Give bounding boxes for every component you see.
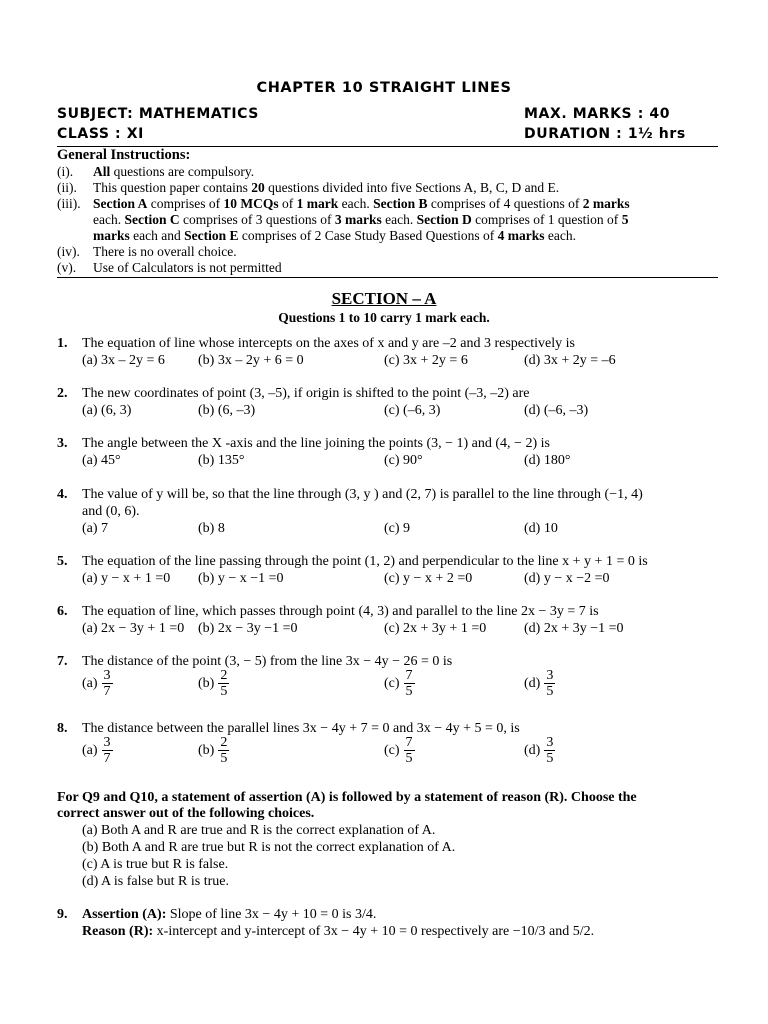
question-text: The angle between the X -axis and the line joining the points (3, − 1) and (4, − 2) is xyxy=(82,436,550,451)
instruction-bold-text: marks xyxy=(93,228,130,243)
instruction-text xyxy=(93,180,559,196)
question-text: The equation of the line passing through the point (1, 2) and perpendicular to the line x + y + 1 = 0 is xyxy=(82,554,648,569)
fraction xyxy=(102,668,113,699)
question-text: The equation of line whose intercepts on the axes of x and y are –2 and 3 respectively is xyxy=(82,336,575,351)
option-b: (b) (6, –3) xyxy=(198,403,256,418)
option-label: (c) xyxy=(384,675,400,691)
instruction-text xyxy=(93,212,628,228)
assertion-choice-a: (a) Both A and R are true and R is the correct explanation of A. xyxy=(82,823,436,838)
fraction-numerator: 3 xyxy=(103,668,111,683)
option-d: (d) (–6, –3) xyxy=(524,403,589,418)
option-b: (b) 8 xyxy=(198,521,225,536)
question-number: 4. xyxy=(57,487,68,502)
instruction-text-part: comprises of 3 questions of xyxy=(179,212,335,227)
question-number: 6. xyxy=(57,604,68,619)
instruction-text-part: each. xyxy=(338,196,374,211)
question-text: and (0, 6). xyxy=(82,504,140,519)
option-b xyxy=(198,668,229,699)
instruction-text-part: comprises of 1 question of xyxy=(471,212,622,227)
instruction-text-part: comprises of 2 Case Study Based Questions of xyxy=(238,228,498,243)
instruction-text xyxy=(93,260,282,276)
page-title: CHAPTER 10 STRAIGHT LINES xyxy=(256,80,512,96)
reason-label: Reason (R): xyxy=(82,924,154,939)
fraction-numerator: 3 xyxy=(546,735,554,750)
instruction-text-part: each. xyxy=(381,212,417,227)
question-text: The value of y will be, so that the line through (3, y ) and (2, 7) is parallel to the line through (−1, 4) xyxy=(82,487,643,502)
option-b: (b) 135° xyxy=(198,453,245,468)
q9-assertion xyxy=(82,907,376,923)
option-label: (b) xyxy=(198,742,215,758)
assertion-text: Slope of line 3x − 4y + 10 = 0 is 3/4. xyxy=(166,907,377,922)
instruction-bold-text: All xyxy=(93,164,111,179)
option-d xyxy=(524,735,555,766)
fraction xyxy=(404,735,415,766)
option-b: (b) 2x − 3y −1 =0 xyxy=(198,621,298,636)
instruction-number: (iii). xyxy=(57,196,81,211)
option-d: (d) 3x + 2y = –6 xyxy=(524,353,616,368)
assertion-choice-d: (d) A is false but R is true. xyxy=(82,874,229,889)
option-label: (a) xyxy=(82,675,98,691)
instruction-bold-text: 10 MCQs xyxy=(223,196,279,211)
fraction-numerator: 3 xyxy=(103,735,111,750)
fraction xyxy=(404,668,415,699)
instruction-bold-text: 2 marks xyxy=(582,196,630,211)
assertion-intro-line-1: For Q9 and Q10, a statement of assertion (A) is followed by a statement of reason (R). Choose the xyxy=(57,790,637,805)
instruction-bold-text: 1 mark xyxy=(296,196,339,211)
instruction-text-part: This question paper contains xyxy=(93,180,252,195)
fraction-numerator: 3 xyxy=(546,668,554,683)
question-number: 7. xyxy=(57,654,68,669)
instruction-bold-text: Section B xyxy=(373,196,428,211)
section-title: SECTION – A xyxy=(331,289,437,308)
question-text: The equation of line, which passes through point (4, 3) and parallel to the line 2x − 3y = 7 is xyxy=(82,604,599,619)
option-c: (c) 90° xyxy=(384,453,423,468)
fraction-denominator: 5 xyxy=(405,751,413,766)
instruction-number: (i). xyxy=(57,164,74,179)
option-a: (a) 2x − 3y + 1 =0 xyxy=(82,621,185,636)
instructions-heading: General Instructions: xyxy=(57,147,191,163)
instruction-text-part: Use of Calculators is not permitted xyxy=(93,260,282,275)
option-a: (a) y − x + 1 =0 xyxy=(82,571,171,586)
option-a xyxy=(82,735,113,766)
instruction-text-part: of xyxy=(278,196,297,211)
question-number: 9. xyxy=(57,907,68,922)
question-number: 3. xyxy=(57,436,68,451)
fraction-numerator: 7 xyxy=(405,735,413,750)
subject-label: SUBJECT: MATHEMATICS xyxy=(57,106,259,122)
question-text: The distance of the point (3, − 5) from the line 3x − 4y − 26 = 0 is xyxy=(82,654,453,669)
option-a: (a) 45° xyxy=(82,453,121,468)
question-number: 1. xyxy=(57,336,68,351)
fraction xyxy=(218,668,229,699)
instruction-bold-text: 4 marks xyxy=(497,228,545,243)
fraction xyxy=(544,735,555,766)
option-label: (d) xyxy=(524,742,541,758)
fraction xyxy=(102,735,113,766)
instruction-text-part: each and xyxy=(129,228,185,243)
q9-reason xyxy=(82,924,594,940)
question-text: The new coordinates of point (3, –5), if origin is shifted to the point (–3, –2) are xyxy=(82,386,530,401)
question-number: 8. xyxy=(57,721,68,736)
max-marks-label: MAX. MARKS : 40 xyxy=(524,106,671,122)
instruction-text xyxy=(93,196,630,212)
question-number: 2. xyxy=(57,386,68,401)
option-b: (b) y − x −1 =0 xyxy=(198,571,284,586)
instruction-bold-text: Section E xyxy=(184,228,239,243)
instruction-bold-text: 3 marks xyxy=(334,212,382,227)
instruction-bold-text: 5 xyxy=(621,212,629,227)
option-c: (c) 2x + 3y + 1 =0 xyxy=(384,621,487,636)
instruction-text xyxy=(93,164,254,180)
option-c xyxy=(384,735,415,766)
instruction-text-part: comprises of 4 questions of xyxy=(427,196,583,211)
option-b xyxy=(198,735,229,766)
fraction-denominator: 5 xyxy=(220,684,228,699)
fraction-denominator: 5 xyxy=(220,751,228,766)
option-d: (d) 180° xyxy=(524,453,571,468)
option-b: (b) 3x – 2y + 6 = 0 xyxy=(198,353,304,368)
class-label: CLASS : XI xyxy=(57,126,144,142)
instruction-text-part: There is no overall choice. xyxy=(93,244,237,259)
instruction-number: (ii). xyxy=(57,180,77,195)
assertion-choice-c: (c) A is true but R is false. xyxy=(82,857,229,872)
option-a: (a) (6, 3) xyxy=(82,403,132,418)
instruction-number: (v). xyxy=(57,260,77,275)
option-label: (b) xyxy=(198,675,215,691)
instruction-bold-text: Section D xyxy=(416,212,472,227)
fraction-denominator: 5 xyxy=(405,684,413,699)
fraction xyxy=(218,735,229,766)
option-d: (d) 2x + 3y −1 =0 xyxy=(524,621,624,636)
instruction-bold-text: 20 xyxy=(251,180,265,195)
option-c xyxy=(384,668,415,699)
option-label: (d) xyxy=(524,675,541,691)
assertion-label: Assertion (A): xyxy=(82,907,167,922)
option-a: (a) 7 xyxy=(82,521,109,536)
option-c: (c) 9 xyxy=(384,521,411,536)
fraction-numerator: 2 xyxy=(220,735,228,750)
instruction-number: (iv). xyxy=(57,244,80,259)
instruction-text-part: questions are compulsory. xyxy=(110,164,255,179)
fraction-denominator: 5 xyxy=(546,684,554,699)
instruction-text-part: questions divided into five Sections A, B, C, D and E. xyxy=(264,180,560,195)
option-c: (c) 3x + 2y = 6 xyxy=(384,353,468,368)
assertion-choice-b: (b) Both A and R are true but R is not the correct explanation of A. xyxy=(82,840,456,855)
assertion-intro-line-2: correct answer out of the following choices. xyxy=(57,806,315,821)
option-label: (a) xyxy=(82,742,98,758)
option-d xyxy=(524,668,555,699)
instruction-text xyxy=(93,244,237,260)
option-c: (c) (–6, 3) xyxy=(384,403,441,418)
fraction-denominator: 7 xyxy=(103,684,111,699)
option-d: (d) y − x −2 =0 xyxy=(524,571,610,586)
question-number: 5. xyxy=(57,554,68,569)
fraction-denominator: 7 xyxy=(103,751,111,766)
fraction-denominator: 5 xyxy=(546,751,554,766)
fraction xyxy=(544,668,555,699)
section-subtitle: Questions 1 to 10 carry 1 mark each. xyxy=(278,310,490,325)
instruction-text-part: each. xyxy=(93,212,125,227)
option-a xyxy=(82,668,113,699)
reason-text: x-intercept and y-intercept of 3x − 4y + 10 = 0 respectively are −10/3 and 5/2. xyxy=(153,924,595,939)
instruction-text-part: comprises of xyxy=(147,196,224,211)
duration-label: DURATION : 1½ hrs xyxy=(524,126,686,142)
option-label: (c) xyxy=(384,742,400,758)
instructions-rule xyxy=(57,277,718,278)
instruction-bold-text: Section C xyxy=(124,212,180,227)
option-c: (c) y − x + 2 =0 xyxy=(384,571,473,586)
question-text: The distance between the parallel lines 3x − 4y + 7 = 0 and 3x − 4y + 5 = 0, is xyxy=(82,721,520,736)
fraction-numerator: 2 xyxy=(220,668,228,683)
fraction-numerator: 7 xyxy=(405,668,413,683)
option-a: (a) 3x – 2y = 6 xyxy=(82,353,165,368)
instruction-text xyxy=(93,228,576,244)
instruction-bold-text: Section A xyxy=(93,196,148,211)
instruction-text-part: each. xyxy=(544,228,576,243)
option-d: (d) 10 xyxy=(524,521,558,536)
